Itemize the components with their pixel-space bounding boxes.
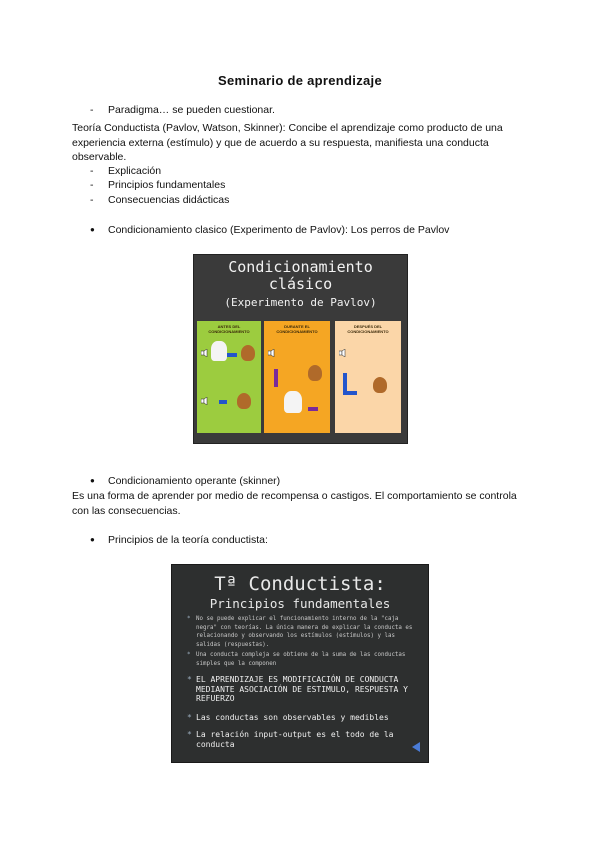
slide-teoria-conductista <box>171 564 429 763</box>
dash-item-consecuencias: - Consecuencias didácticas <box>108 194 229 206</box>
slide1-title-line1: Condicionamiento <box>228 258 373 276</box>
bullet-principios-teoria: ● Principios de la teoría conductista: <box>108 534 268 546</box>
speaker-icon <box>339 349 349 357</box>
dash-item-principios: - Principios fundamentales <box>108 179 225 191</box>
dog-icon <box>241 345 255 361</box>
slide1-title-line3: (Experimento de Pavlov) <box>224 296 377 309</box>
slide2-item-3: * EL APRENDIZAJE ES MODIFICACIÓN DE CONDUCTA MEDIANTE ASOCIACIÓN DE ESTIMULO, RESPUESTA Y REFUERZO <box>196 675 418 704</box>
slide-condicionamiento-clasico <box>193 254 408 444</box>
play-back-icon <box>412 742 420 752</box>
bullet-condicionamiento-operante: ● Condicionamiento operante (skinner) <box>108 475 280 487</box>
arrow-right-icon <box>343 391 357 395</box>
speaker-icon <box>201 349 211 357</box>
slide1-title <box>194 259 407 311</box>
panel-antes <box>197 321 261 433</box>
slide2-item-1: * No se puede explicar el funcionamiento interno de la "caja negra" con teorías. La única manera de explicar la conducta es relacionando y observando los estímulos (estímulos) y las salidas (respuestas). <box>196 615 418 649</box>
arrow-down-icon <box>274 369 278 387</box>
slide1-title-line2: clásico <box>268 275 333 293</box>
bullet-condicionamiento-clasico: ● Condicionamiento clasico (Experimento de Pavlov): Los perros de Pavlov <box>108 224 449 236</box>
arrow-icon <box>227 353 237 357</box>
chef-icon <box>284 391 302 413</box>
bullet-paradigma: - Paradigma… se pueden cuestionar. <box>108 104 275 116</box>
panel-despues <box>335 321 401 433</box>
slide2-heading: Tª Conductista: <box>214 573 386 595</box>
dog-icon <box>373 377 387 393</box>
slide2-item-2: * Una conducta compleja se obtiene de la suma de las conductas simples que la componen <box>196 651 418 668</box>
dash-item-explicacion: - Explicación <box>108 165 161 177</box>
dog-icon <box>308 365 322 381</box>
page-title: Seminario de aprendizaje <box>218 73 382 88</box>
theory-paragraph: Teoría Conductista (Pavlov, Watson, Skinner): Concibe el aprendizaje como producto de una experiencia externa (estímulo) y que de acuerdo a su respuesta, manifiesta una conducta observable. <box>72 122 503 163</box>
slide2-item-4: * Las conductas son observables y medibles <box>196 713 418 723</box>
panel-durante <box>264 321 330 433</box>
dog-icon <box>237 393 251 409</box>
speaker-icon <box>201 397 211 405</box>
speaker-icon <box>268 349 278 357</box>
arrow-icon <box>308 407 318 411</box>
panel-despues-heading: DESPUÉS DEL CONDICIONAMIENTO <box>347 324 389 334</box>
panel-durante-heading: DURANTE EL CONDICIONAMIENTO <box>276 324 318 334</box>
arrow-icon <box>219 400 227 404</box>
panel-antes-heading: ANTES DEL CONDICIONAMIENTO <box>208 324 250 334</box>
operante-paragraph: Es una forma de aprender por medio de recompensa o castigos. El comportamiento se controla con las consecuencias. <box>72 490 517 517</box>
chef-icon <box>211 341 227 361</box>
slide2-subheading: Principios fundamentales <box>209 596 391 611</box>
slide2-item-5: * La relación input-output es el todo de la conducta <box>196 730 418 749</box>
